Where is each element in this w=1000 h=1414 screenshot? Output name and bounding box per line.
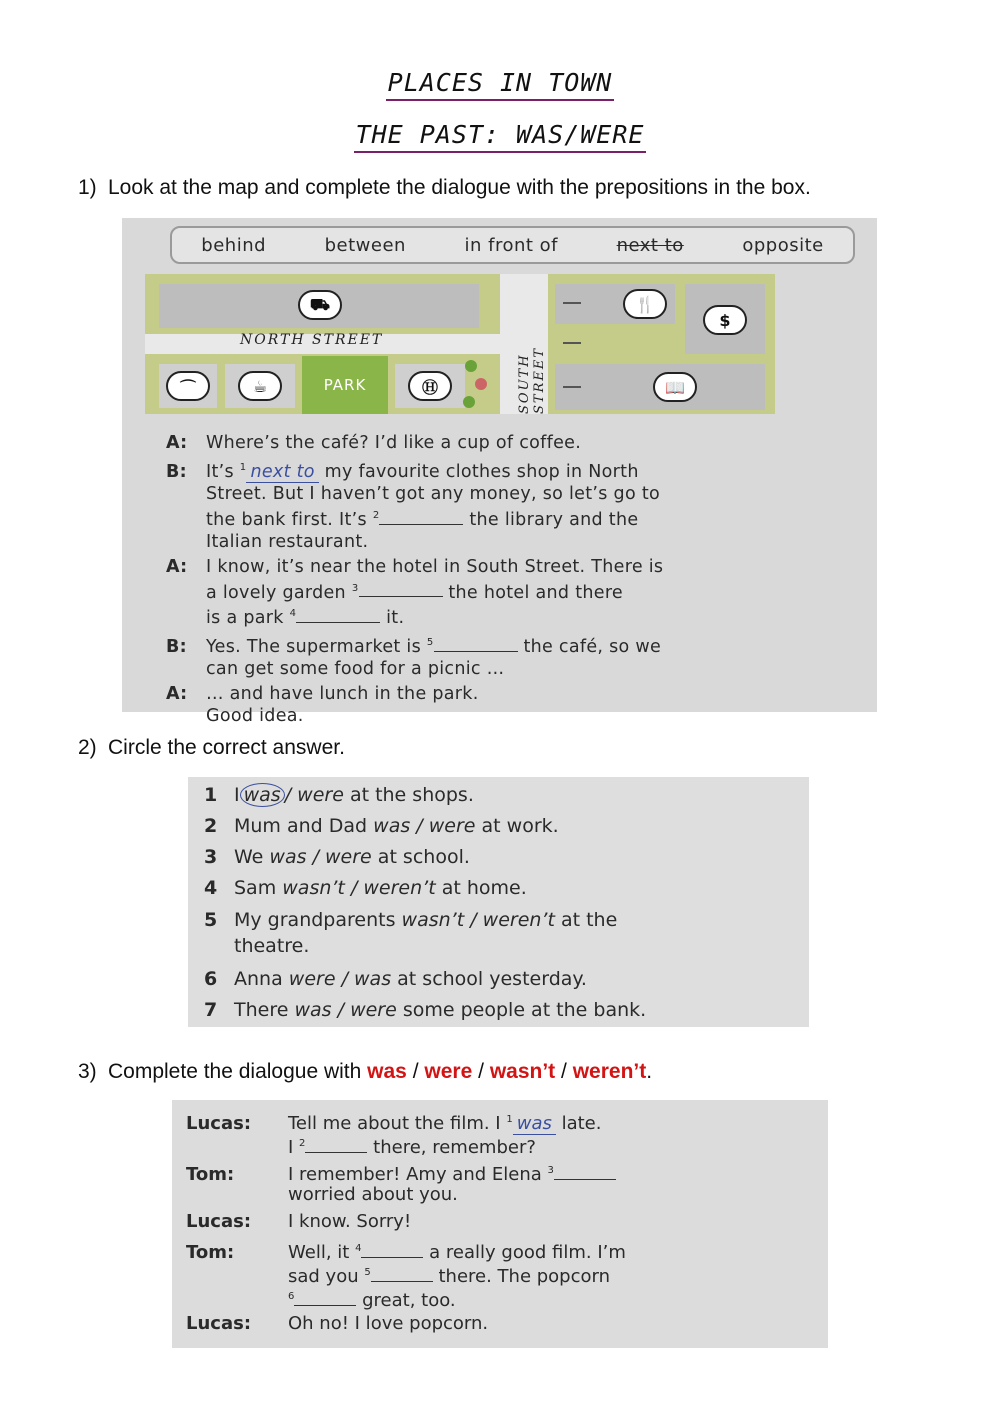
exercise-2-item: 6 Anna were / was at school yesterday. [204,968,587,990]
coffee-cup-icon: ☕ [238,371,282,401]
clothes-hanger-icon: ⌒ [166,371,210,401]
exercise-2-item: 3 We was / were at school. [204,846,470,868]
restaurant-icon: 🍴 [623,289,667,319]
page-title: PLACES IN TOWN [0,68,1000,97]
example-answer: was [513,1113,556,1135]
question-3: 3) Complete the dialogue with was / were / wasn’t / weren’t. [78,1060,653,1083]
blank-2[interactable] [379,509,463,525]
exercise-1-image [122,218,877,727]
exercise-2-item: 2 Mum and Dad was / were at work. [204,815,559,837]
question-2: 2) Circle the correct answer. [78,736,345,759]
blank-2[interactable] [305,1137,367,1153]
blank-3[interactable] [554,1164,616,1180]
blank-6[interactable] [294,1290,356,1306]
dialogue-1: A: Where’s the café? I’d like a cup of coffee. B: It’s $^1$ next to my favourite clothes shop in North Street. But I haven’t got any money, so let’s go to the bank first. It’s $^2$ the library and the Italian restaurant. A: I know, it’s near the hotel in South Street. There is a lovely garden $^3$ the hotel and there is a park $^4$ it. B: Yes. The supermarket is $^5$ the café, so we can get some food for a picnic … A: … and have lunch in the park. Good idea. [166,433,664,727]
blank-5[interactable] [371,1266,433,1282]
exercise-2-image [188,777,809,1027]
word-box [170,226,855,264]
library-icon: 📖 [653,372,697,402]
circled-answer: was [240,783,285,807]
exercise-2-item: 4 Sam wasn’t / weren’t at home. [204,877,527,899]
bank-icon: $ [703,305,747,335]
south-street-label: SOUTH STREET [517,346,547,414]
word-in-front-of: in front of [464,234,559,256]
exercise-2-item: 5 My grandparents wasn’t / weren’t at the theatre. [204,909,618,957]
town-map [145,274,775,414]
page-subtitle: THE PAST: WAS/WERE [0,120,1000,149]
blank-3[interactable] [359,581,443,597]
exercise-2-item: 7 There was / were some people at the bank. [204,999,647,1021]
word-opposite: opposite [742,234,824,256]
exercise-2-item: 1 I was / were at the shops. [204,784,474,806]
blank-4[interactable] [296,607,380,623]
question-1: 1) Look at the map and complete the dialogue with the prepositions in the box. [78,176,811,199]
shopping-cart-icon: ⛟ [298,290,342,320]
blank-5[interactable] [434,636,518,652]
word-next-to: next to [616,234,684,256]
blank-4[interactable] [361,1242,423,1258]
example-answer: next to [246,462,318,483]
hotel-icon: Ⓗ [408,371,452,401]
north-street-label: NORTH STREET [240,332,384,348]
word-between: between [324,234,406,256]
park-label: PARK [302,356,388,414]
exercise-3-image: Lucas: Tell me about the film. I $^1$ was late. I $^2$ there, remember? Tom: I remember! Amy and Elena $^3$ worried about you. Lucas: I know. Sorry! Tom: Well, it $^4$ a really good film. I’m sad you $^5$ there. The popcorn $^6$ great, too. Lucas: Oh no! I love popcorn. [172,1100,828,1348]
word-behind: behind [201,234,267,256]
